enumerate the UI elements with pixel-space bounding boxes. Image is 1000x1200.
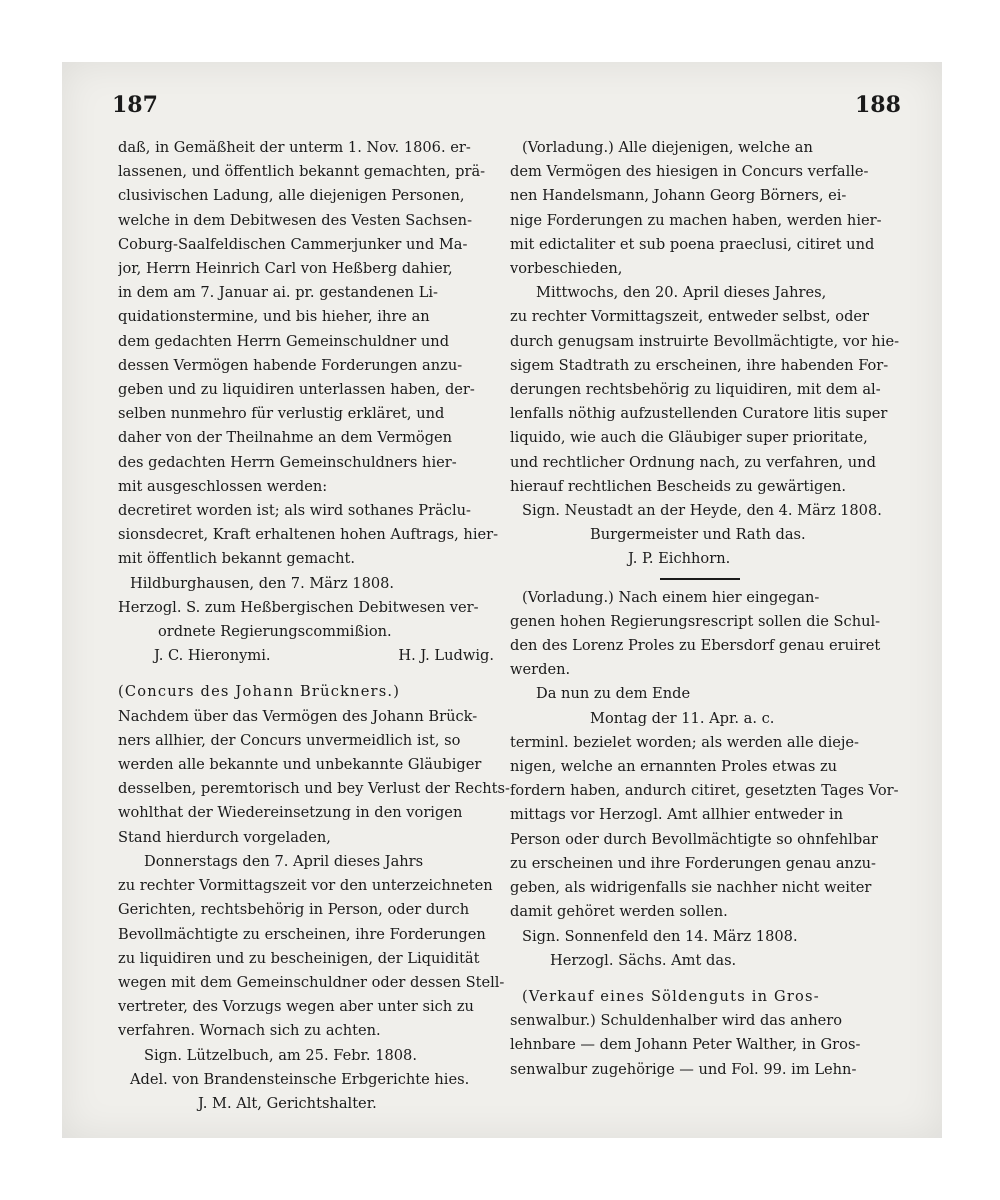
spacer [118, 668, 518, 680]
date-line: Donnerstags den 7. April dieses Jahrs [144, 852, 424, 870]
sign-line: Sign. Sonnenfeld den 14. März 1808. [522, 927, 798, 945]
authority-line: ordnete Regierungscommißion. [158, 623, 392, 641]
text-line: mit öffentlich bekannt gemacht. [118, 550, 356, 568]
page-number-right: 188 [855, 92, 901, 118]
text-line: dem Vermögen des hiesigen in Concurs verfalle- [510, 163, 869, 181]
text-line: (Vorladung.) Alle diejenigen, welche an [522, 139, 813, 156]
authority-line: Adel. von Brandensteinsche Erbgerichte hies. [130, 1070, 470, 1088]
text-line: jor, Herrn Heinrich Carl von Heßberg dahier, [118, 260, 453, 278]
text-line: mit ausgeschlossen werden: [118, 477, 328, 495]
text-line: verfahren. Wornach sich zu achten. [118, 1022, 381, 1040]
text-line: nen Handelsmann, Johann Georg Börners, ei- [510, 187, 847, 205]
signer-name: H. J. Ludwig. [398, 647, 494, 665]
signature-row [118, 644, 494, 668]
right-paragraph-1 [510, 136, 910, 281]
text-line: in dem am 7. Januar ai. pr. gestandenen Li- [118, 284, 438, 302]
text-line: decretiret worden ist; als wird sothanes Präclu- [118, 502, 471, 520]
text-line: genen hohen Regierungsrescript sollen die Schul- [510, 612, 881, 630]
section-heading: (Concurs des Johann Brückners.) [118, 683, 401, 701]
text-line: Nachdem über das Vermögen des Johann Brück- [118, 707, 478, 725]
text-line: zu liquidiren und zu bescheinigen, der Liquidität [118, 949, 480, 967]
text-line: werden. [510, 661, 571, 679]
text-line: zu rechter Vormittagszeit, entweder selbst, oder [510, 308, 870, 326]
text-line: sigem Stadtrath zu erscheinen, ihre habenden For- [510, 356, 889, 374]
right-paragraph-4 [510, 731, 910, 925]
signer-name: J. P. Eichhorn. [628, 550, 731, 568]
text-line: welche in dem Debitwesen des Vesten Sachsen- [118, 211, 473, 229]
text-line: mit edictaliter et sub poena praeclusi, citiret und [510, 235, 875, 253]
authority-line: Herzogl. S. zum Heßbergischen Debitwesen ver- [118, 598, 479, 616]
left-paragraph-3 [118, 874, 518, 1043]
right-paragraph-2 [510, 305, 910, 499]
right-column [510, 136, 910, 1082]
authority-line: Burgermeister und Rath das. [590, 526, 806, 544]
text-line: nige Forderungen zu machen haben, werden hier- [510, 211, 882, 229]
text-line: vertreter, des Vorzugs wegen aber unter sich zu [118, 998, 474, 1016]
text-line: terminl. bezielet worden; als werden alle dieje- [510, 733, 859, 751]
text-line: Stand hierdurch vorgeladen, [118, 828, 331, 846]
section-divider [660, 578, 740, 580]
place-date: Hildburghausen, den 7. März 1808. [130, 574, 395, 592]
text-line: hierauf rechtlichen Bescheids zu gewärtigen. [510, 477, 847, 495]
scanned-page [62, 62, 942, 1138]
text-line: werden alle bekannte und unbekannte Gläubiger [118, 756, 482, 774]
left-paragraph-1 [118, 136, 518, 572]
signer-name: J. C. Hieronymi. [154, 647, 271, 665]
text-line: Bevollmächtigte zu erscheinen, ihre Forderungen [118, 925, 486, 943]
text-line: des gedachten Herrn Gemeinschuldners hier- [118, 453, 457, 471]
text-line: dessen Vermögen habende Forderungen anzu- [118, 356, 463, 374]
text-line: den des Lorenz Proles zu Ebersdorf genau eruiret [510, 637, 881, 655]
text-line: lassenen, und öffentlich bekannt gemachten, prä- [118, 163, 486, 181]
text-line: (Vorladung.) Nach einem hier eingegan- [522, 588, 820, 606]
sign-line: Sign. Neustadt an der Heyde, den 4. März 1808. [522, 502, 882, 520]
right-paragraph-3 [510, 586, 910, 683]
signer-name: J. M. Alt, Gerichtshalter. [198, 1094, 377, 1112]
text-line: desselben, peremtorisch und bey Verlust der Rechts- [118, 780, 510, 798]
date-line: Mittwochs, den 20. April dieses Jahres, [536, 284, 827, 302]
text-line: und rechtlicher Ordnung nach, zu verfahren, und [510, 453, 876, 471]
text-line: Gerichten, rechtsbehörig in Person, oder durch [118, 901, 470, 919]
section-heading: (Verkauf eines Söldenguts in Gros- [522, 987, 820, 1005]
text-line: nigen, welche an ernannten Proles etwas zu [510, 758, 838, 776]
spacer [510, 973, 910, 985]
term-line: Montag der 11. Apr. a. c. [590, 709, 775, 727]
text-line: zu rechter Vormittagszeit vor den unterzeichneten [118, 877, 493, 895]
text-line: Coburg-Saalfeldischen Cammerjunker und Ma- [118, 235, 468, 253]
text-line: vorbeschieden, [510, 260, 623, 278]
text-line: fordern haben, andurch citiret, gesetzten Tages Vor- [510, 782, 899, 800]
text-line: ners allhier, der Concurs unvermeidlich ist, so [118, 731, 461, 749]
text-line: selben nunmehro für verlustig erkläret, und [118, 405, 445, 423]
text-line: derungen rechtsbehörig zu liquidiren, mit dem al- [510, 381, 881, 399]
authority-line: Herzogl. Sächs. Amt das. [550, 951, 737, 969]
text-line: senwalbur zugehörige — und Fol. 99. im Lehn- [510, 1060, 857, 1078]
text-line: dem gedachten Herrn Gemeinschuldner und [118, 332, 450, 350]
sign-line: Sign. Lützelbuch, am 25. Febr. 1808. [144, 1046, 417, 1064]
text-line: Person oder durch Bevollmächtigte so ohnfehlbar [510, 830, 878, 848]
text-line: clusivischen Ladung, alle diejenigen Personen, [118, 187, 465, 205]
text-line: durch genugsam instruirte Bevollmächtigte, vor hie- [510, 332, 900, 350]
text-line: geben, als widrigenfalls sie nachher nicht weiter [510, 879, 872, 897]
text-line: daß, in Gemäßheit der unterm 1. Nov. 1806. er- [118, 139, 471, 156]
text-line: geben und zu liquidiren unterlassen haben, der- [118, 381, 475, 399]
text-line: damit gehöret werden sollen. [510, 903, 728, 921]
text-line: zu erscheinen und ihre Forderungen genau anzu- [510, 854, 876, 872]
text-line: Da nun zu dem Ende [536, 685, 691, 703]
text-line: wohlthat der Wiedereinsetzung in den vorigen [118, 804, 463, 822]
text-line: liquido, wie auch die Gläubiger super prioritate, [510, 429, 868, 447]
left-paragraph-2 [118, 705, 518, 850]
text-line: senwalbur.) Schuldenhalber wird das anhero [510, 1012, 843, 1030]
right-paragraph-5 [510, 985, 910, 1082]
text-line: daher von der Theilnahme an dem Vermögen [118, 429, 453, 447]
left-column [118, 136, 518, 1116]
text-line: sionsdecret, Kraft erhaltenen hohen Auftrags, hier- [118, 526, 499, 544]
text-line: quidationstermine, und bis hieher, ihre an [118, 308, 430, 326]
text-line: lehnbare — dem Johann Peter Walther, in Gros- [510, 1036, 861, 1054]
page-number-left: 187 [112, 92, 158, 118]
text-line: lenfalls nöthig aufzustellenden Curatore litis super [510, 405, 888, 423]
text-line: mittags vor Herzogl. Amt allhier entweder in [510, 806, 844, 824]
text-line: wegen mit dem Gemeinschuldner oder dessen Stell- [118, 973, 505, 991]
